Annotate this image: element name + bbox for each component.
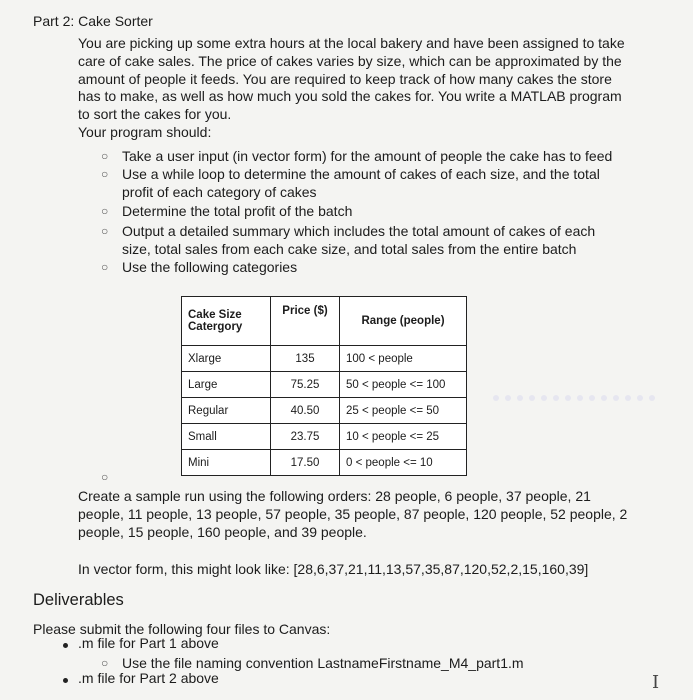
intro-line: amount of people it feeds. You are required to keep track of how many cakes the store — [78, 70, 612, 87]
hollow-bullet-icon: ○ — [101, 204, 109, 218]
hollow-bullet-icon: ○ — [101, 656, 109, 670]
sample-run-paragraph — [78, 488, 627, 541]
table-cell: 25 < people <= 50 — [340, 398, 467, 424]
sample-line: people, 15 people, 160 people, and 39 people. — [78, 523, 367, 540]
table-row — [182, 450, 467, 476]
cake-categories-table — [181, 296, 467, 476]
part-title: Part 2: Cake Sorter — [33, 13, 153, 29]
hollow-bullet-icon: ○ — [101, 149, 109, 163]
sample-line: people, 11 people, 13 people, 57 people, 35 people, 87 people, 120 people, 52 people, 2 — [78, 505, 628, 522]
intro-paragraph — [78, 35, 625, 142]
deliverable-subitem: Use the file naming convention LastnameFirstname_M4_part1.m — [122, 655, 524, 671]
table-cell: Regular — [182, 398, 271, 424]
intro-line: You are picking up some extra hours at the local bakery and have been assigned to take — [78, 35, 625, 51]
requirement-line: Output a detailed summary which includes the total amount of cakes of each — [122, 223, 596, 239]
solid-bullet-icon — [63, 643, 68, 648]
vector-form-line: In vector form, this might look like: [28,6,37,21,11,13,57,35,87,120,52,2,15,160,39] — [78, 561, 589, 577]
requirement-line: Determine the total profit of the batch — [122, 203, 353, 219]
table-row — [182, 398, 467, 424]
submit-instruction: Please submit the following four files to Canvas: — [33, 621, 331, 637]
deliverable-item: .m file for Part 1 above — [78, 635, 219, 651]
requirement-item — [122, 259, 297, 277]
faint-dot-row — [493, 388, 661, 406]
table-cell: 50 < people <= 100 — [340, 372, 467, 398]
table-cell: Small — [182, 424, 271, 450]
requirement-item — [122, 223, 595, 259]
intro-line: care of cake sales. The price of cakes varies by size, which can be approximated by the — [78, 52, 622, 69]
intro-line: to sort the cakes for you. — [78, 106, 232, 123]
deliverables-heading: Deliverables — [33, 591, 124, 609]
requirement-line: Use the following categories — [122, 259, 298, 275]
table-cell: 10 < people <= 25 — [340, 424, 467, 450]
table-header-row — [182, 297, 467, 346]
table-cell: 17.50 — [271, 450, 340, 476]
table-cell: 23.75 — [271, 424, 340, 450]
table-cell: 135 — [271, 346, 340, 372]
requirement-line: Use a while loop to determine the amount of cakes of each size, and the total — [122, 166, 600, 182]
requirement-line: Take a user input (in vector form) for the amount of people the cake has to feed — [122, 148, 613, 164]
table-cell: 100 < people — [340, 346, 467, 372]
column-header: Range (people) — [340, 297, 467, 346]
hollow-bullet-icon: ○ — [101, 260, 109, 274]
table-cell: Xlarge — [182, 346, 271, 372]
table-row — [182, 424, 467, 450]
table-cell: Mini — [182, 450, 271, 476]
table-row — [182, 372, 467, 398]
text-cursor-icon: I — [652, 672, 660, 693]
table-row — [182, 346, 467, 372]
sample-line: Create a sample run using the following orders: 28 people, 6 people, 37 people, 21 — [78, 488, 591, 504]
solid-bullet-icon — [63, 678, 68, 683]
intro-line: has to make, as well as how much you sold the cakes for. You write a MATLAB program — [78, 88, 622, 105]
requirement-item — [122, 203, 352, 221]
table-cell: 0 < people <= 10 — [340, 450, 467, 476]
requirement-line: size, total sales from each cake size, and total sales from the entire batch — [122, 240, 577, 257]
deliverable-item: .m file for Part 2 above — [78, 670, 219, 686]
hollow-bullet-icon: ○ — [101, 167, 109, 181]
requirement-item — [122, 166, 600, 202]
table-cell: Large — [182, 372, 271, 398]
table-cell: 40.50 — [271, 398, 340, 424]
column-header: Price ($) — [271, 297, 340, 346]
hollow-bullet-icon: ○ — [101, 224, 109, 238]
table-cell: 75.25 — [271, 372, 340, 398]
requirement-item — [122, 148, 612, 166]
intro-line: Your program should: — [78, 123, 212, 140]
requirement-line: profit of each category of cakes — [122, 183, 317, 200]
column-header: Cake Size Catergory — [182, 297, 271, 346]
hollow-bullet-icon: ○ — [101, 470, 109, 484]
